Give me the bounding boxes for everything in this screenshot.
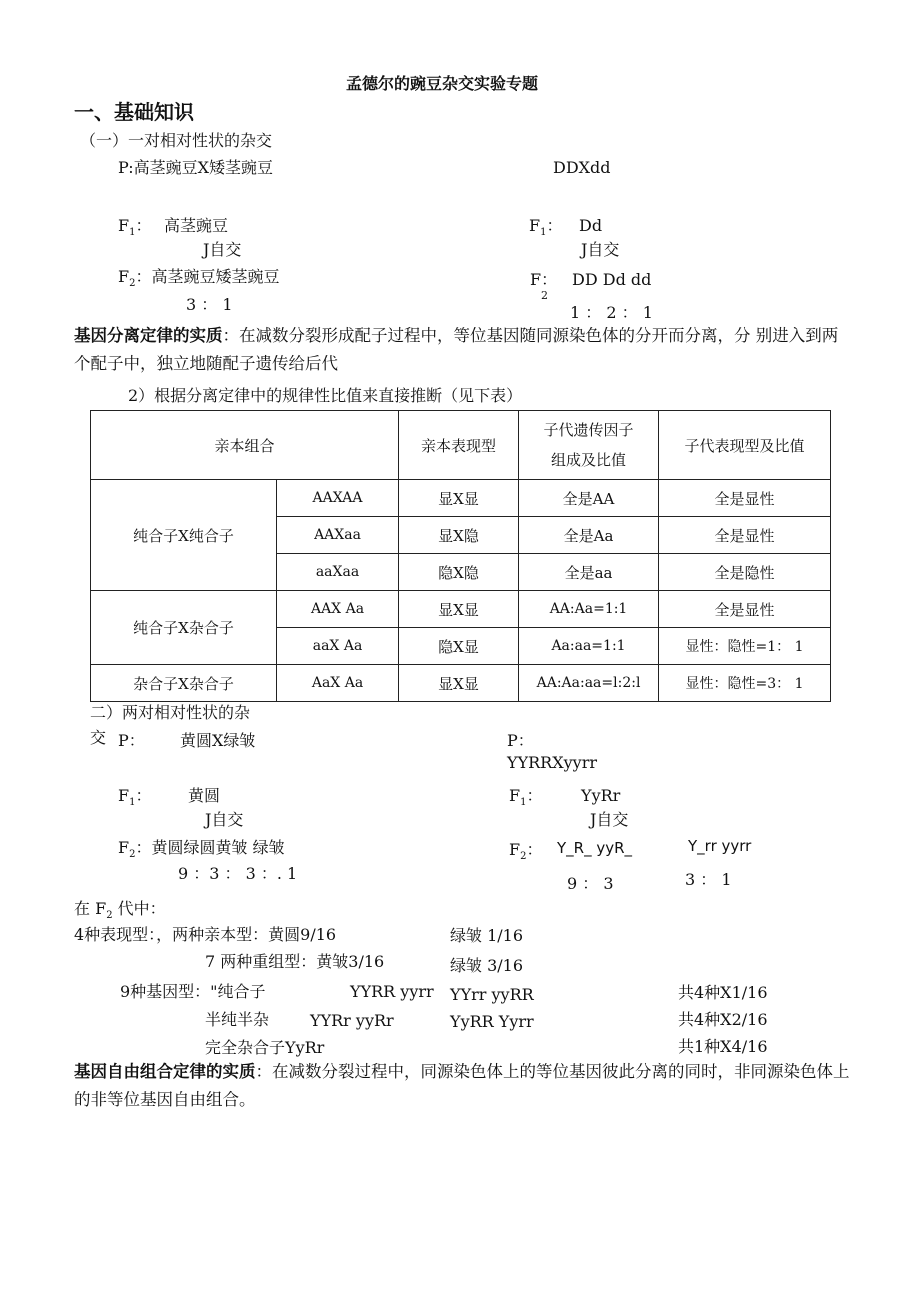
- f1-left: 高茎豌豆: [164, 216, 229, 235]
- selfing-2-right: J自交: [590, 810, 629, 829]
- full-count: 共1种X4/16: [678, 1037, 768, 1056]
- full-label: 完全杂合子YyRr: [205, 1038, 325, 1057]
- pure-a: YYRR yyrr: [350, 982, 434, 1001]
- recombinant-line: 7 两种重组型：黄皱3/16: [205, 952, 385, 971]
- ratio-cell: 全是显性: [659, 517, 831, 554]
- f1-2-right: YyRr: [581, 786, 621, 805]
- ratio-2-right-b: 3 ： 1: [685, 870, 732, 889]
- p2-label-right: P：: [507, 731, 534, 750]
- genotype-label: 9种基因型："纯合子: [120, 982, 266, 1001]
- ratio-cell: 全是显性: [659, 480, 831, 517]
- p2-label-left: P：: [118, 731, 145, 750]
- half-a: YYRr yyRr: [310, 1011, 394, 1030]
- section-heading: 一、基础知识: [74, 100, 194, 124]
- f2-right: DD Dd dd: [572, 270, 652, 289]
- ratio-cell: 全是显性: [659, 591, 831, 628]
- f2-2-right-b: Y_rr yyrr: [688, 837, 752, 855]
- phenotype-cell: 显X隐: [399, 517, 519, 554]
- recombinant-green: 绿皱 3/16: [450, 956, 524, 975]
- cross-cell: AAX Aa: [277, 591, 399, 628]
- f2-intro: 在 $F_2$ 代中：: [74, 899, 166, 922]
- header-parent-cross: 亲本组合: [91, 411, 399, 480]
- half-b: YyRR Yyrr: [450, 1012, 534, 1031]
- f1-label-left: $F_1$：: [118, 216, 152, 239]
- ratio-table: [90, 410, 831, 702]
- pure-count: 共4种X1/16: [678, 983, 768, 1002]
- phenotype-green-wrinkled: 绿皱 1/16: [450, 926, 524, 945]
- segregation-law: 基因分离定律的实质：在减数分裂形成配子过程中，等位基因随同源染色体的分开而分离，分 别进入到两个配子中，独立地随配子遗传给后代: [74, 326, 839, 373]
- cross-cell: AAXAA: [277, 480, 399, 517]
- two-pair-heading: 二）两对相对性状的杂: [90, 703, 251, 722]
- selfing-2-left: J自交: [205, 810, 244, 829]
- cross-cell: AAXaa: [277, 517, 399, 554]
- half-count: 共4种X2/16: [678, 1010, 768, 1029]
- phenotype-line: 4种表现型：，两种亲本型：黄圆9/16: [74, 925, 337, 944]
- genotype-cell: Aa:aa=1:1: [519, 628, 659, 665]
- f1-2-label-right: $F_1$：: [509, 786, 543, 809]
- ratio-cell: 显性：隐性=1： 1: [659, 628, 831, 665]
- ratio-cell: 显性：隐性=3： 1: [659, 665, 831, 702]
- header-offspring-genotype: 子代遗传因子 组成及比值: [519, 411, 659, 480]
- selfing-right: J自交: [581, 240, 620, 259]
- ratio-2-left: 9 ：3 ： 3 ：. 1: [178, 864, 298, 883]
- ratio-left: 3 ： 1: [186, 295, 233, 314]
- f2-2-right-a: Y_R_ yyR_: [557, 839, 633, 857]
- p-generation-right: DDXdd: [553, 158, 611, 177]
- f2-label-right: F：: [530, 270, 558, 289]
- p2-right: YYRRXyyrr: [507, 753, 597, 772]
- table-intro: 2）根据分离定律中的规律性比值来直接推断（见下表）: [128, 386, 523, 405]
- f1-right: Dd: [579, 216, 603, 235]
- f2-2-left: $F_2$：黄圆绿圆黄皱 绿皱: [118, 838, 285, 861]
- assortment-law: 基因自由组合定律的实质：在减数分裂过程中，同源染色体上的等位基因彼此分离的同时，非同源染色体上的非等位基因自由组合。: [74, 1062, 850, 1109]
- p2-left: 黄圆X绿皱: [180, 731, 256, 750]
- phenotype-cell: 显X显: [399, 591, 519, 628]
- two-pair-heading-cont: 交: [90, 728, 107, 747]
- pure-b: YYrr yyRR: [450, 985, 534, 1004]
- header-offspring-phenotype: 子代表现型及比值: [659, 411, 831, 480]
- phenotype-cell: 显X显: [399, 480, 519, 517]
- genotype-cell: 全是aa: [519, 554, 659, 591]
- ratio-2-right-a: 9 ： 3: [567, 874, 614, 893]
- cross-cell: aaXaa: [277, 554, 399, 591]
- page-title: 孟德尔的豌豆杂交实验专题: [346, 74, 539, 93]
- f2-left: $F_2$：高茎豌豆矮茎豌豆: [118, 267, 280, 290]
- ratio-right: 1 ： 2 ： 1: [570, 303, 653, 322]
- phenotype-cell: 隐X隐: [399, 554, 519, 591]
- one-pair-heading: （一）一对相对性状的杂交: [80, 131, 273, 150]
- f1-2-left: 黄圆: [188, 786, 221, 805]
- ratio-cell: 全是隐性: [659, 554, 831, 591]
- f2-sub-right: 2: [541, 289, 548, 302]
- p-generation-left: P:高茎豌豆X矮茎豌豆: [118, 158, 273, 177]
- group-name: 纯合子X纯合子: [91, 480, 277, 591]
- header-parent-phenotype: 亲本表现型: [399, 411, 519, 480]
- selfing-left: J自交: [203, 240, 242, 259]
- genotype-cell: 全是Aa: [519, 517, 659, 554]
- genotype-cell: AA:Aa:aa=l:2:l: [519, 665, 659, 702]
- half-label: 半纯半杂: [205, 1010, 270, 1029]
- phenotype-cell: 显X显: [399, 665, 519, 702]
- f1-label-right: $F_1$：: [529, 216, 563, 239]
- group-name: 纯合子X杂合子: [91, 591, 277, 665]
- genotype-cell: 全是AA: [519, 480, 659, 517]
- phenotype-cell: 隐X显: [399, 628, 519, 665]
- f1-2-label-left: $F_1$：: [118, 786, 152, 809]
- cross-cell: aaX Aa: [277, 628, 399, 665]
- genotype-cell: AA:Aa=1:1: [519, 591, 659, 628]
- f2-2-label-right: $F_2$：: [509, 840, 543, 863]
- group-name: 杂合子X杂合子: [91, 665, 277, 702]
- cross-cell: AaX Aa: [277, 665, 399, 702]
